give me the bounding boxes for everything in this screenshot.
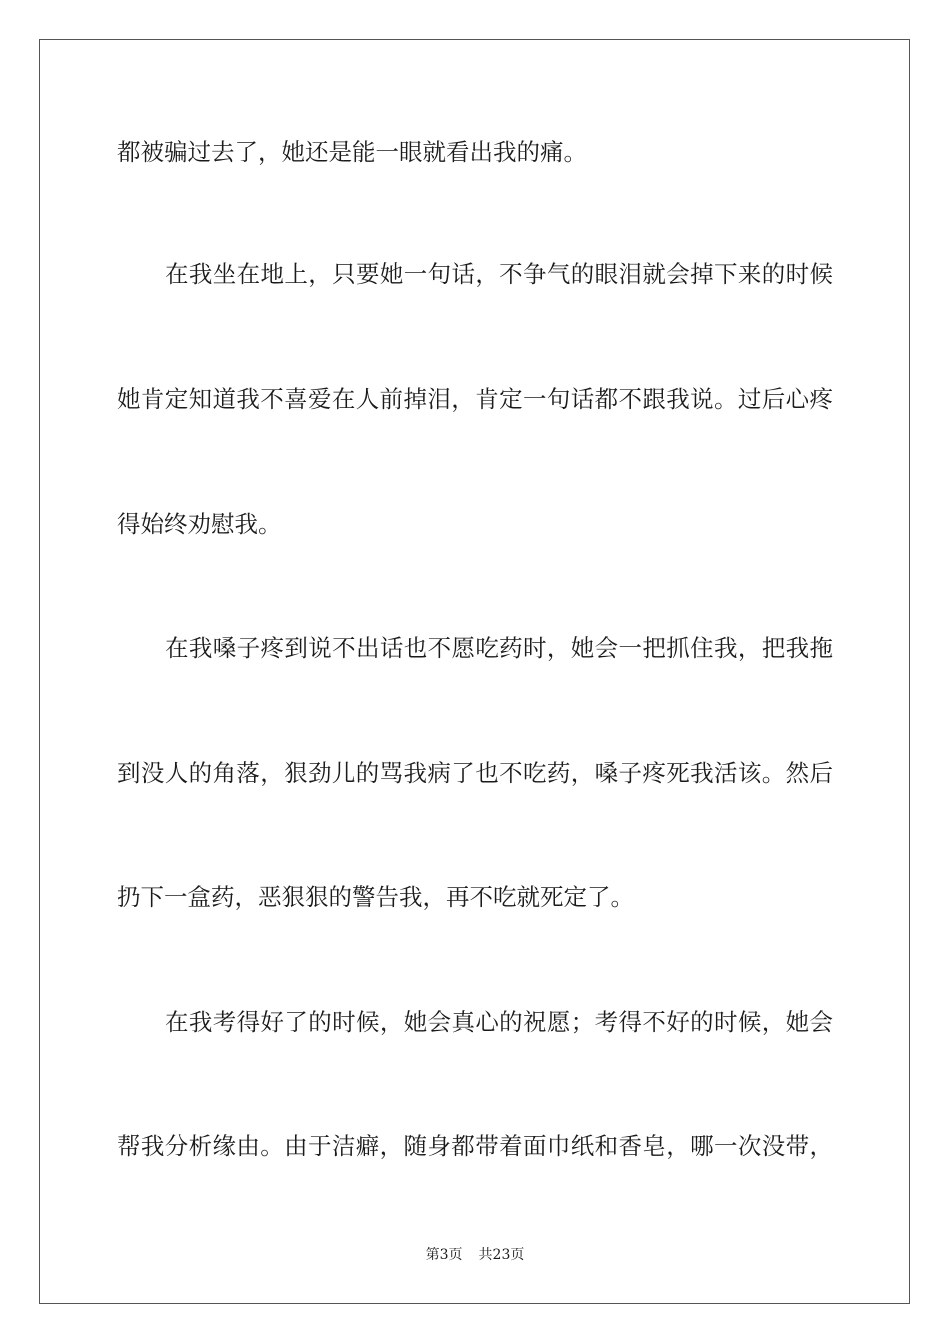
page-number: 第3页: [425, 1247, 463, 1263]
text-line-9: 帮我分析缘由。由于洁癖，随身都带着面巾纸和香皂，哪一次没带，: [117, 1132, 833, 1160]
text-line-2: 在我坐在地上，只要她一句话，不争气的眼泪就会掉下来的时候: [165, 260, 833, 288]
page-footer: [0, 1246, 950, 1264]
page-total: 共23页: [478, 1247, 525, 1263]
text-line-6: 到没人的角落，狠劲儿的骂我病了也不吃药，嗓子疼死我活该。然后: [117, 759, 833, 787]
text-line-4: 得始终劝慰我。: [117, 510, 282, 538]
text-line-1: 都被骗过去了，她还是能一眼就看出我的痛。: [117, 138, 587, 166]
page-border: [39, 39, 910, 1304]
text-line-7: 扔下一盒药，恶狠狠的警告我，再不吃就死定了。: [117, 883, 634, 911]
text-line-8: 在我考得好了的时候，她会真心的祝愿；考得不好的时候，她会: [165, 1008, 833, 1036]
text-line-3: 她肯定知道我不喜爱在人前掉泪，肯定一句话都不跟我说。过后心疼: [117, 385, 833, 413]
text-line-5: 在我嗓子疼到说不出话也不愿吃药时，她会一把抓住我，把我拖: [165, 634, 833, 662]
